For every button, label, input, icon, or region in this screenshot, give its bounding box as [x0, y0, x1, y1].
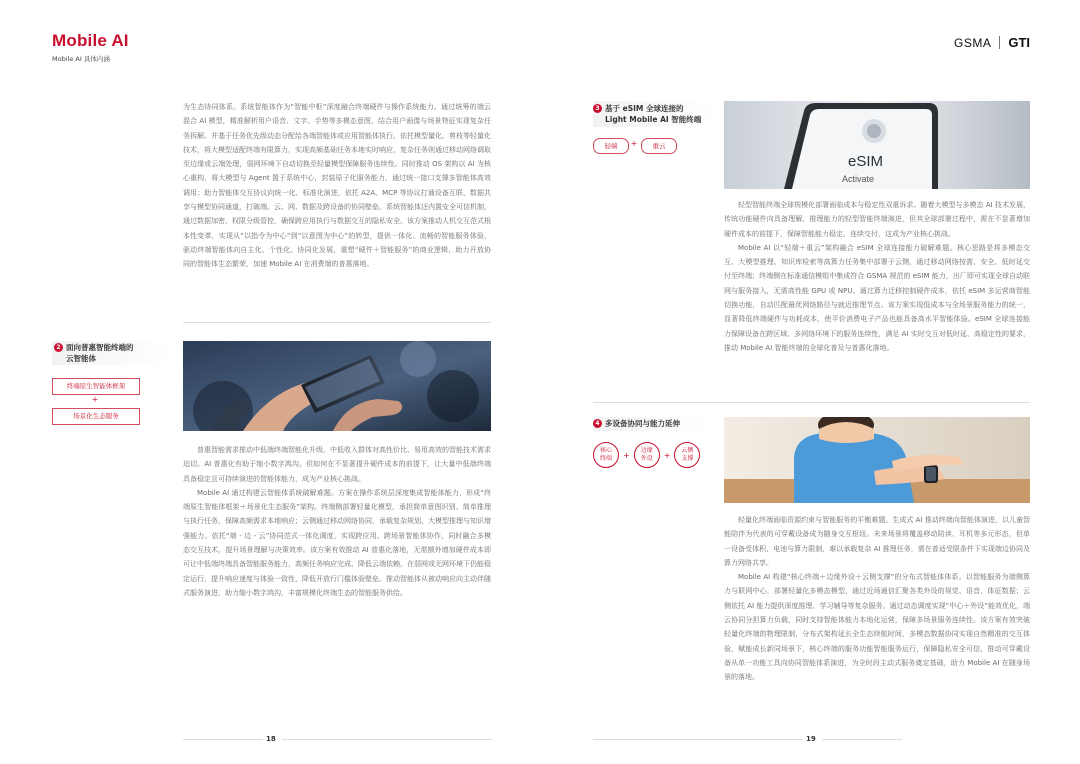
esim-photo-label: eSIM — [848, 153, 884, 170]
section4-circle-row — [593, 442, 700, 468]
section3-plus: + — [630, 139, 638, 148]
left-footer-rule-left — [183, 739, 263, 740]
right-footer-rule-right — [822, 739, 902, 740]
smartphone-hands-photo — [183, 341, 491, 431]
logo-divider — [999, 36, 1000, 49]
section4-text — [724, 513, 1030, 685]
left-footer-rule-right — [282, 739, 492, 740]
section4-circle-cloud-support: 云侧 支撑 — [674, 442, 700, 468]
section3-paragraph1: 轻型智能终端全球规模化部署面临成本与稳定性双重诉求。随着大模型与多模态 AI 技术发展，传统功能硬件向具备理解、推理能力的轻型智能终端演进，但其全球部署过程中，需在不显著增加硬件成本的前提下，保障智能能力稳定、连续交付，这成为产业核心挑战。 — [724, 201, 1030, 238]
section3-title-line1: 基于 eSIM 全球连接的 — [605, 104, 684, 113]
brand-subtitle: Mobile AI 具体内涵 — [52, 55, 110, 63]
gti-logo: GTI — [1008, 35, 1030, 50]
page-number-right: 19 — [806, 735, 816, 743]
section2-text — [183, 443, 491, 600]
brand-title: Mobile AI — [52, 31, 129, 50]
section4-circle-core-terminal: 核心 终端 — [593, 442, 619, 468]
section3-paragraph2: Mobile AI 以“轻端＋重云”架构融合 eSIM 全球连接能力破解难题。核心思路是将多模态交互、大模型推理、知识库检索等高算力任务集中部署于云侧，通过移动网络按需、安全、低时延交付至终端；终端侧在标准通信模组中集成符合 GSMA 规范的 eSIM 能力，出厂即可实现全球自动联网与服务接入，无需高性能 GPU 或 NPU。通过算力迁移控制硬件成本，依托 eSIM 多运营商智能切换功能，自动匹配最优网络路径与就近推理节点。该方案实现低成本与全场景服务能力的统一，显著降低终端硬件与功耗成本，使平价消费电子产品也能具备高水平智能体验。eSIM 全球连接能力保障设备在跨区域、多网络环境下的服务连续性，满足 AI 实时交互对低时延、高稳定性的要求，推动 Mobile AI 智能终端的全球化普及与普惠化落地。 — [724, 243, 1030, 352]
child-smartwatch-photo — [724, 417, 1030, 503]
section4-circle-edge-peripheral: 边缘 外设 — [634, 442, 660, 468]
left-intro-text — [183, 100, 491, 272]
section2-pill-framework: 终端原生智能体框架 — [52, 378, 140, 395]
gsma-logo: GSMA — [953, 35, 992, 50]
section4-paragraph2: Mobile AI 构建“核心终端＋边缘外设＋云侧支撑”的分布式智能体体系。以智能服务为端侧算力与联网中心，部署轻量化多模态模型，通过近场通信汇聚各类外设的视觉、语音、体征数据；云侧依托 AI 能力提供深度推理、学习辅导等复杂服务。通过动态调度实现“中心＋外设”能效优化，端云协同分担算力负载，同时支持智能体能力本地化运营，保障多场景服务连续性。该方案有效突破轻量化终端的物理限制，分布式架构延长全生态续航时间，多模态数据协同实现自然精准的交互体验，赋能成长新同场景下，核心终端的服务功能智能服务运行，保障隐私安全可信，推动可穿戴设备从单一功能工具向协同智能体系演进，为全时段主动式服务奠定基础，助力 Mobile AI 在随身场景的落地。 — [724, 573, 1030, 682]
section3-number: 3 — [593, 104, 602, 113]
section2-plus: + — [91, 395, 99, 404]
section3-chip-light-terminal: 轻端 — [593, 138, 629, 154]
section3-text — [724, 198, 1030, 355]
section2-header — [54, 342, 134, 364]
section4-plus-2: + — [663, 450, 671, 460]
partner-logos — [954, 35, 1030, 50]
section2-paragraph2: Mobile AI 通过构建云智能体系统破解难题。方案在操作系统层深度集成智能体能力，形成“终端原生智能体框架＋场景化生态服务”架构。终端侧部署轻量化模型，承担简单意图识别、简单推理与执行任务，保障高频需求本地响应；云侧通过移动网络协同，承载复杂规划、大模型推理与知识增强能力。依托“端 - 边 - 云”协同范式一体化调度，实现跨应用、跨场景智能体协作，同时融合多模态交互技术，提升场景理解与决策效率。该方案有效推动 AI 普惠化落地，无需额外增加硬件成本即可让中低端终端具备智能服务能力，高频任务响应完成、降低云端依赖，在弱网或无网环境下仍能稳定运行，提升响应速度与体验一致性，降低开放行门槛体验壁垒。推动智能体从被动响应向主动伴随式服务演进，助力缩小数字鸿沟，丰富规模化终端生态的智能服务供给。 — [183, 488, 491, 597]
section3-header — [593, 103, 701, 125]
section2-pill-ecosystem: 场景化生态服务 — [52, 408, 140, 425]
section2-title-line1: 面向普惠智能终端的 — [66, 343, 134, 352]
section2-number: 2 — [54, 343, 63, 352]
section2-paragraph1: 普惠智能需求推动中低端终端智能化升级。中低收入群体对高性价比、易用高效的智能技术需求迫切。AI 普惠化有助于缩小数字鸿沟。但如何在不显著提升硬件成本的前提下，让大量中低端终端具备稳定且可持续演进的智能体能力，成为产业核心挑战。 — [183, 446, 491, 483]
esim-photo-sublabel: Activate — [842, 174, 875, 184]
esim-phone-photo — [724, 101, 1030, 189]
right-footer-rule-left — [593, 739, 803, 740]
right-divider — [593, 402, 1030, 403]
section3-title-line2: Light Mobile AI 智能终端 — [605, 115, 702, 124]
left-divider — [183, 322, 491, 323]
section4-header — [593, 418, 680, 429]
section3-chip-heavy-cloud: 重云 — [641, 138, 677, 154]
section4-number: 4 — [593, 419, 602, 428]
section4-plus-1: + — [623, 450, 630, 460]
intro-paragraph: 为生态协同体系。系统智能体作为“智能中枢”深度融合终端硬件与操作系统能力。通过统筹的端云混合 AI 模型，精准解析用户语音、文字、手势等多模态意图，结合用户画像与场景特征实现复杂任务拆解。并基于任务优先级动态分配给各端智能体或应用智能体执行。依托模型量化、剪枝等轻量化技术，将大模型适配终端有限算力，实现高频基础任务本地实时响应，复杂任务则通过移动网络调取至边缘或云端处理，弱网环境下自动切换至轻量模型保障服务连续性。同时推动 OS 架构以 AI 为核心重构，将大模型与 Agent 置于系统中心，封装原子化服务能力，通过统一接口支撑多智能体高效调用；助力智能体交互协议向统一化、标准化演进，依托 A2A、MCP 等协议打通设备互联、数据共享与模型协同通道，打破端、云、网、数据及跨设备的协同壁垒。系统智能体还内置安全可信机制，通过数据加密、权限分级管控，确保跨应用执行与数据交互的隐私安全。该方案推动人机交互范式根本性变革，实现从“以指令为中心”到“以意图为中心”的转型，提供一体化、流畅的智能服务体验，驱动终端智能体向自主化、个性化、协同化发展，重塑“硬件＋智能服务”的商业逻辑，助力开放协同的智能体生态繁荣，加速 Mobile AI 在消费端的普惠落地。 — [183, 103, 491, 269]
section4-title: 多设备协同与能力延伸 — [605, 419, 680, 428]
page-number-left: 18 — [266, 735, 276, 743]
section2-title-line2: 云智能体 — [66, 354, 96, 363]
section4-paragraph1: 轻量化终端面临资源约束与智能服务的平衡难题。生成式 AI 推动终端向智能体演进，以儿童智能陪伴为代表的可穿戴设备成为随身交互枢纽。未来场景将覆盖移动陪读、耳机等多元形态，但单一设备受体积、电池与算力限制，难以承载复杂 AI 推理任务，需在普适受限条件下实现端边协同及算力网络共享。 — [724, 516, 1030, 567]
